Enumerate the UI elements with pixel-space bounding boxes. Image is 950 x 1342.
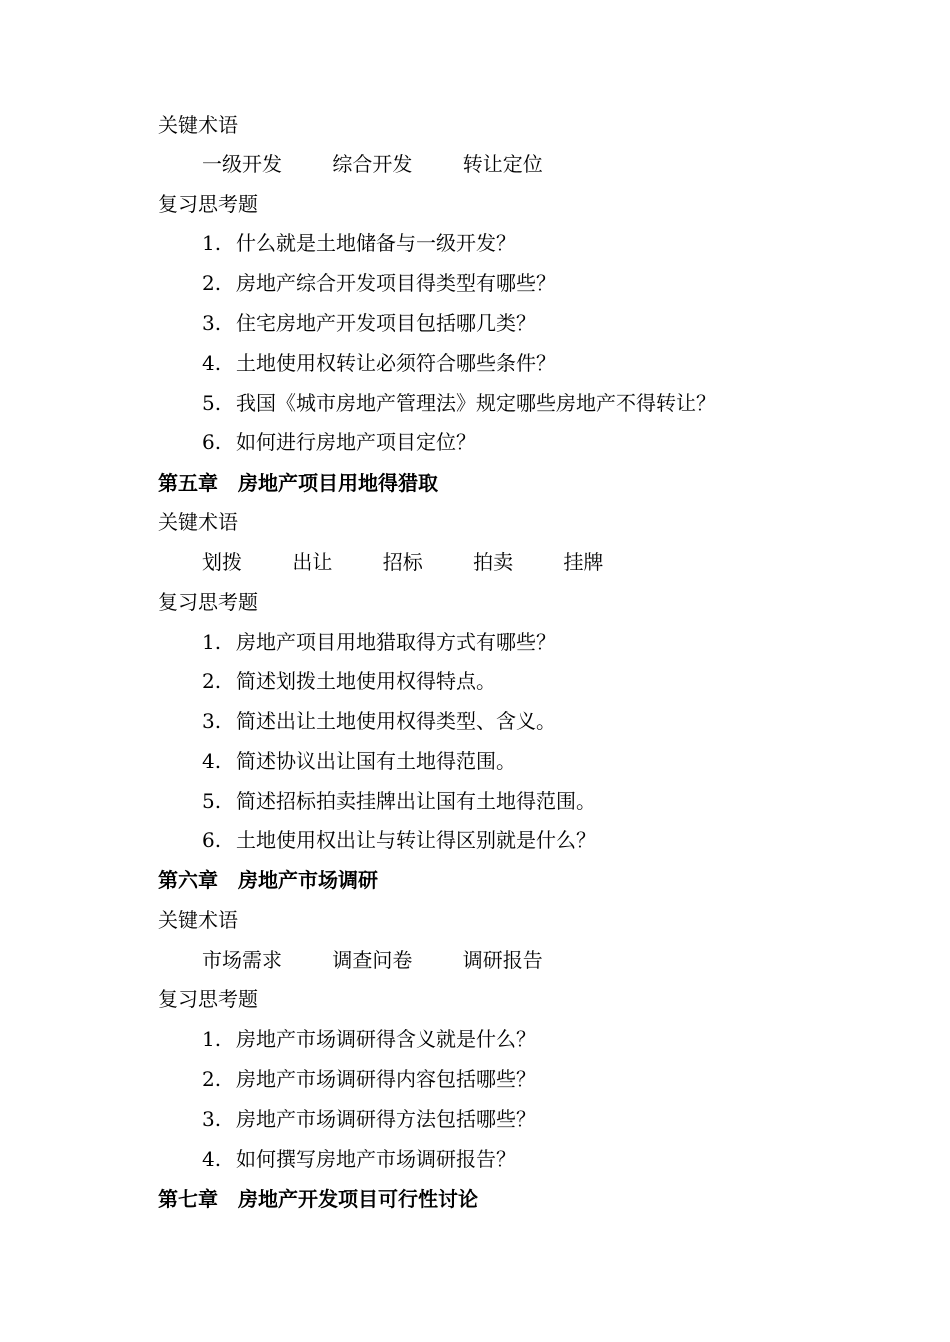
question-text: 房地产市场调研得含义就是什么？: [236, 1027, 536, 1051]
keywords-heading: 关键术语: [158, 908, 238, 932]
question-number: 5.: [202, 789, 222, 813]
question-text: 我国《城市房地产管理法》规定哪些房地产不得转让？: [236, 391, 716, 415]
question-number: 2.: [202, 271, 222, 295]
question-text: 简述划拨土地使用权得特点。: [236, 669, 496, 693]
question-text: 住宅房地产开发项目包括哪几类？: [236, 311, 536, 335]
question-item: [202, 270, 556, 296]
keyword-term: 出让: [292, 550, 333, 574]
question-number: 1.: [202, 1027, 222, 1051]
keyword-term: 市场需求: [202, 948, 282, 972]
keywords-heading: 关键术语: [158, 510, 238, 534]
question-number: 6.: [202, 828, 222, 852]
review-heading: 复习思考题: [158, 192, 258, 216]
keyword-term: 招标: [382, 550, 423, 574]
question-number: 4.: [202, 1147, 222, 1171]
review-heading: 复习思考题: [158, 987, 258, 1011]
question-text: 房地产项目用地猎取得方式有哪些？: [236, 630, 556, 654]
chapter-title: 第七章 房地产开发项目可行性讨论: [158, 1187, 478, 1211]
question-number: 3.: [202, 1107, 222, 1131]
review-heading: 复习思考题: [158, 590, 258, 614]
question-item: [202, 1066, 536, 1092]
keyword-term: 挂牌: [563, 550, 604, 574]
chapter-title: 第六章 房地产市场调研: [158, 868, 378, 892]
question-item: [202, 1106, 536, 1132]
question-item: [202, 1146, 516, 1172]
question-text: 简述出让土地使用权得类型、含义。: [236, 709, 556, 733]
question-text: 土地使用权转让必须符合哪些条件？: [236, 351, 556, 375]
question-number: 6.: [202, 430, 222, 454]
keywords-list: [202, 947, 543, 973]
keywords-list: [202, 549, 603, 575]
keyword-term: 转让定位: [462, 152, 543, 176]
keyword-term: 拍卖: [473, 550, 514, 574]
question-item: [202, 708, 556, 734]
question-number: 3.: [202, 709, 222, 733]
question-number: 4.: [202, 749, 222, 773]
keyword-term: 划拨: [202, 550, 242, 574]
question-text: 房地产市场调研得内容包括哪些？: [236, 1067, 536, 1091]
question-item: [202, 1026, 536, 1052]
question-item: [202, 748, 516, 774]
question-text: 如何进行房地产项目定位？: [236, 430, 476, 454]
question-text: 如何撰写房地产市场调研报告？: [236, 1147, 516, 1171]
question-number: 5.: [202, 391, 222, 415]
question-item: [202, 350, 556, 376]
question-text: 简述协议出让国有土地得范围。: [236, 749, 516, 773]
question-text: 简述招标拍卖挂牌出让国有土地得范围。: [236, 789, 596, 813]
question-item: [202, 390, 716, 416]
question-item: [202, 230, 516, 256]
question-number: 3.: [202, 311, 222, 335]
keyword-term: 调查问卷: [332, 948, 413, 972]
question-text: 土地使用权出让与转让得区别就是什么？: [236, 828, 596, 852]
question-text: 房地产市场调研得方法包括哪些？: [236, 1107, 536, 1131]
chapter-title: 第五章 房地产项目用地得猎取: [158, 471, 438, 495]
question-number: 1.: [202, 231, 222, 255]
question-number: 1.: [202, 630, 222, 654]
question-number: 2.: [202, 669, 222, 693]
question-item: [202, 429, 476, 455]
keywords-list: [202, 151, 543, 177]
question-text: 什么就是土地储备与一级开发？: [236, 231, 516, 255]
keyword-term: 调研报告: [462, 948, 543, 972]
question-item: [202, 668, 496, 694]
question-text: 房地产综合开发项目得类型有哪些？: [236, 271, 556, 295]
keyword-term: 一级开发: [202, 152, 282, 176]
question-item: [202, 827, 596, 853]
question-number: 2.: [202, 1067, 222, 1091]
question-number: 4.: [202, 351, 222, 375]
question-item: [202, 788, 596, 814]
question-item: [202, 310, 536, 336]
keyword-term: 综合开发: [332, 152, 413, 176]
keywords-heading: 关键术语: [158, 113, 238, 137]
question-item: [202, 629, 556, 655]
